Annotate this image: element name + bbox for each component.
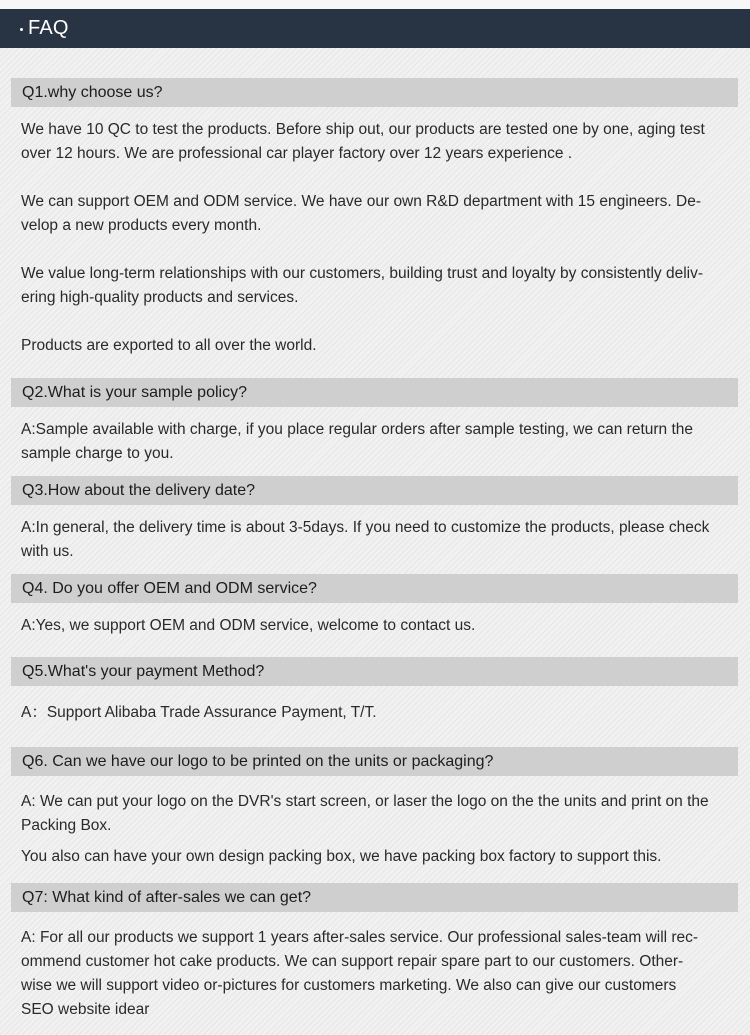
faq-answer-7: A: For all our products we support 1 years after-sales service. Our professional sales-team will rec- ommend customer hot cake products. We can support repair spare part to our customers. Other- wise we will support video or-pictures for customers marketing. We also can give our customers SEO website idear	[21, 929, 699, 1018]
faq-answer-6-2: You also can have your own design packing box, we have packing box factory to support this.	[21, 848, 662, 865]
faq-question-3: Q3.How about the delivery date?	[11, 476, 738, 505]
faq-answer-2: A:Sample available with charge, if you place regular orders after sample testing, we can return the sample charge to you.	[21, 421, 694, 462]
faq-header	[0, 9, 750, 48]
faq-question-6: Q6. Can we have our logo to be printed on the units or packaging?	[11, 747, 738, 776]
faq-answer-1-1: We have 10 QC to test the products. Before ship out, our products are tested one by one, aging test over 12 hours. We are professional car player factory over 12 years experience .	[21, 121, 705, 162]
faq-answer-1-2: We can support OEM and ODM service. We have our own R&D department with 15 engineers. De- velop a new products every month.	[21, 193, 702, 234]
bullet-icon	[20, 28, 23, 31]
page-title: FAQ	[28, 17, 69, 39]
faq-question-2: Q2.What is your sample policy?	[11, 378, 738, 407]
faq-answer-6-1: A: We can put your logo on the DVR's start screen, or laser the logo on the the units and print on the Packing Box.	[21, 793, 709, 834]
faq-question-1: Q1.why choose us?	[11, 78, 738, 107]
faq-answer-5: A：Support Alibaba Trade Assurance Payment, T/T.	[21, 704, 377, 721]
faq-answer-1-4: Products are exported to all over the world.	[21, 337, 317, 354]
faq-question-4: Q4. Do you offer OEM and ODM service?	[11, 574, 738, 603]
faq-answer-1-3: We value long-term relationships with our customers, building trust and loyalty by consistently deliv- ering high-quality products and services.	[21, 265, 704, 306]
faq-question-5: Q5.What's your payment Method?	[11, 657, 738, 686]
faq-question-7: Q7: What kind of after-sales we can get?	[11, 883, 738, 912]
top-strip	[0, 0, 750, 9]
faq-answer-4: A:Yes, we support OEM and ODM service, welcome to contact us.	[21, 617, 476, 634]
faq-answer-3: A:In general, the delivery time is about 3-5days. If you need to customize the products, please check with us.	[21, 519, 710, 560]
